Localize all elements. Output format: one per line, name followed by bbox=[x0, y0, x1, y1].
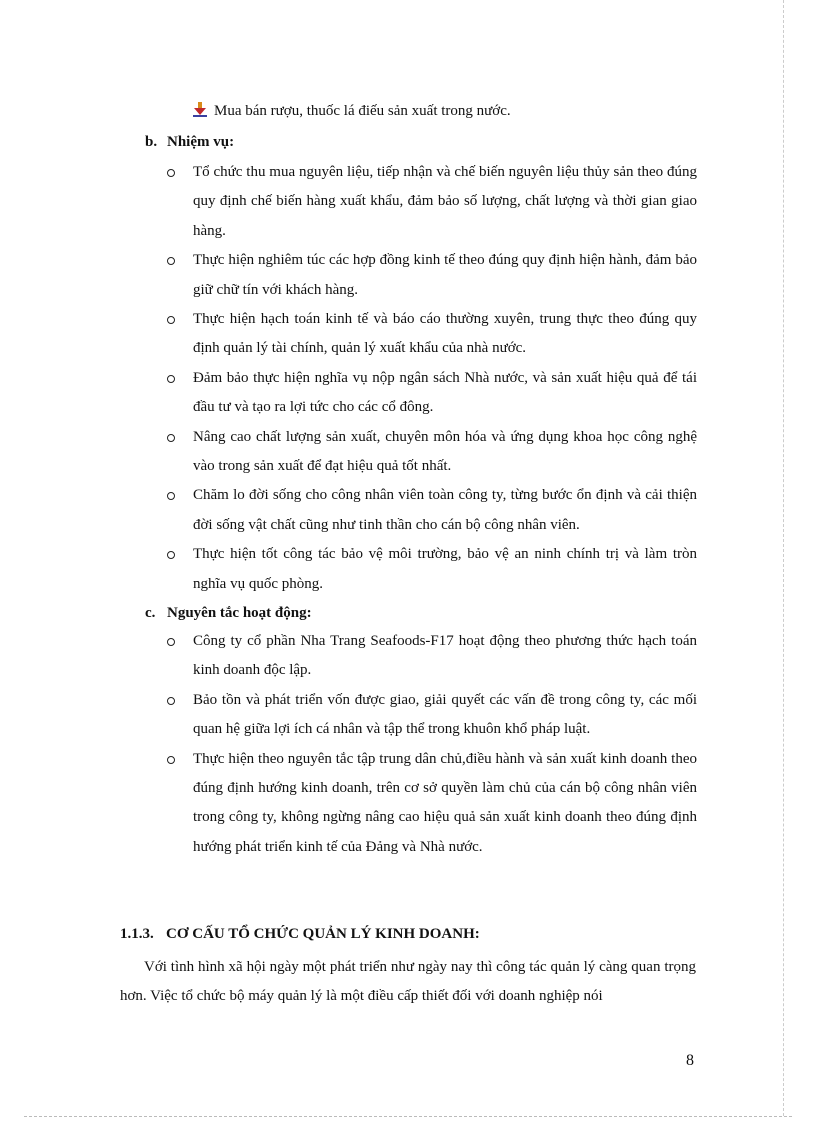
heading-nhiem-vu bbox=[145, 132, 234, 152]
heading-nguyen-tac bbox=[145, 603, 312, 623]
circle-bullet-icon bbox=[167, 257, 175, 265]
down-arrow-bullet-icon bbox=[192, 101, 208, 117]
heading-letter: c. bbox=[145, 605, 156, 621]
arrow-bullet-text: Mua bán rượu, thuốc lá điếu sản xuất trong nước. bbox=[214, 103, 511, 119]
list-item: Thực hiện tốt công tác bảo vệ môi trường, bảo vệ an ninh chính trị và làm tròn nghĩa vụ quốc phòng. bbox=[165, 540, 697, 599]
list-item: Đảm bảo thực hiện nghĩa vụ nộp ngân sách Nhà nước, và sản xuất hiệu quả để tái đầu tư và tạo ra lợi tức cho các cổ đông. bbox=[165, 364, 697, 423]
list-item: Thực hiện nghiêm túc các hợp đồng kinh tế theo đúng quy định hiện hành, đảm bảo giữ chữ tín với khách hàng. bbox=[165, 246, 697, 305]
circle-bullet-icon bbox=[167, 434, 175, 442]
list-item: Tổ chức thu mua nguyên liệu, tiếp nhận và chế biến nguyên liệu thủy sản theo đúng quy định chế biến hàng xuất khẩu, đảm bảo số lượng, chất lượng và thời gian giao hàng. bbox=[165, 158, 697, 246]
circle-bullet-icon bbox=[167, 638, 175, 646]
list-item: Nâng cao chất lượng sản xuất, chuyên môn hóa và ứng dụng khoa học công nghệ vào trong sản xuất để đạt hiệu quả tốt nhất. bbox=[165, 423, 697, 482]
circle-bullet-icon bbox=[167, 492, 175, 500]
circle-bullet-icon bbox=[167, 551, 175, 559]
circle-bullet-icon bbox=[167, 375, 175, 383]
list-item: Thực hiện hạch toán kinh tế và báo cáo thường xuyên, trung thực theo đúng quy định quản lý tài chính, quản lý xuất khẩu của nhà nước. bbox=[165, 305, 697, 364]
page-edge-divider bbox=[783, 0, 784, 1116]
section-heading-co-cau bbox=[120, 924, 480, 944]
section-number: 1.1.3. bbox=[120, 926, 154, 942]
circle-bullet-icon bbox=[167, 756, 175, 764]
heading-letter: b. bbox=[145, 134, 158, 150]
arrow-bullet-item bbox=[192, 101, 511, 121]
list-item: Công ty cổ phần Nha Trang Seafoods-F17 hoạt động theo phương thức hạch toán kinh doanh độc lập. bbox=[165, 627, 697, 686]
heading-title: Nhiệm vụ: bbox=[167, 134, 235, 150]
page-bottom-divider bbox=[24, 1116, 792, 1117]
body-paragraph: Với tình hình xã hội ngày một phát triển như ngày nay thì công tác quản lý càng quan trọng hơn. Việc tổ chức bộ máy quản lý là một điều cấp thiết đối với doanh nghiệp nói bbox=[120, 959, 696, 1005]
nhiem-vu-list bbox=[165, 158, 697, 599]
circle-bullet-icon bbox=[167, 316, 175, 324]
list-item: Bảo tồn và phát triển vốn được giao, giải quyết các vấn đề trong công ty, các mối quan hệ giữa lợi ích cá nhân và tập thể trong khuôn khổ pháp luật. bbox=[165, 686, 697, 745]
list-item: Chăm lo đời sống cho công nhân viên toàn công ty, từng bước ổn định và cải thiện đời sống vật chất cũng như tinh thần cho cán bộ công nhân viên. bbox=[165, 481, 697, 540]
page-number: 8 bbox=[686, 1052, 694, 1069]
circle-bullet-icon bbox=[167, 697, 175, 705]
list-item: Thực hiện theo nguyên tắc tập trung dân chủ,điều hành và sản xuất kinh doanh theo đúng định hướng kinh doanh, trên cơ sở quyền làm chủ của cán bộ công nhân viên trong công ty, không ngừng nâng cao hiệu quả sản xuất kinh doanh theo đúng định hướng phát triển kinh tế của Đảng và Nhà nước. bbox=[165, 745, 697, 863]
circle-bullet-icon bbox=[167, 169, 175, 177]
section-title-text: CƠ CẤU TỔ CHỨC QUẢN LÝ KINH DOANH: bbox=[166, 926, 480, 942]
heading-title: Nguyên tắc hoạt động: bbox=[167, 605, 312, 621]
nguyen-tac-list bbox=[165, 627, 697, 862]
